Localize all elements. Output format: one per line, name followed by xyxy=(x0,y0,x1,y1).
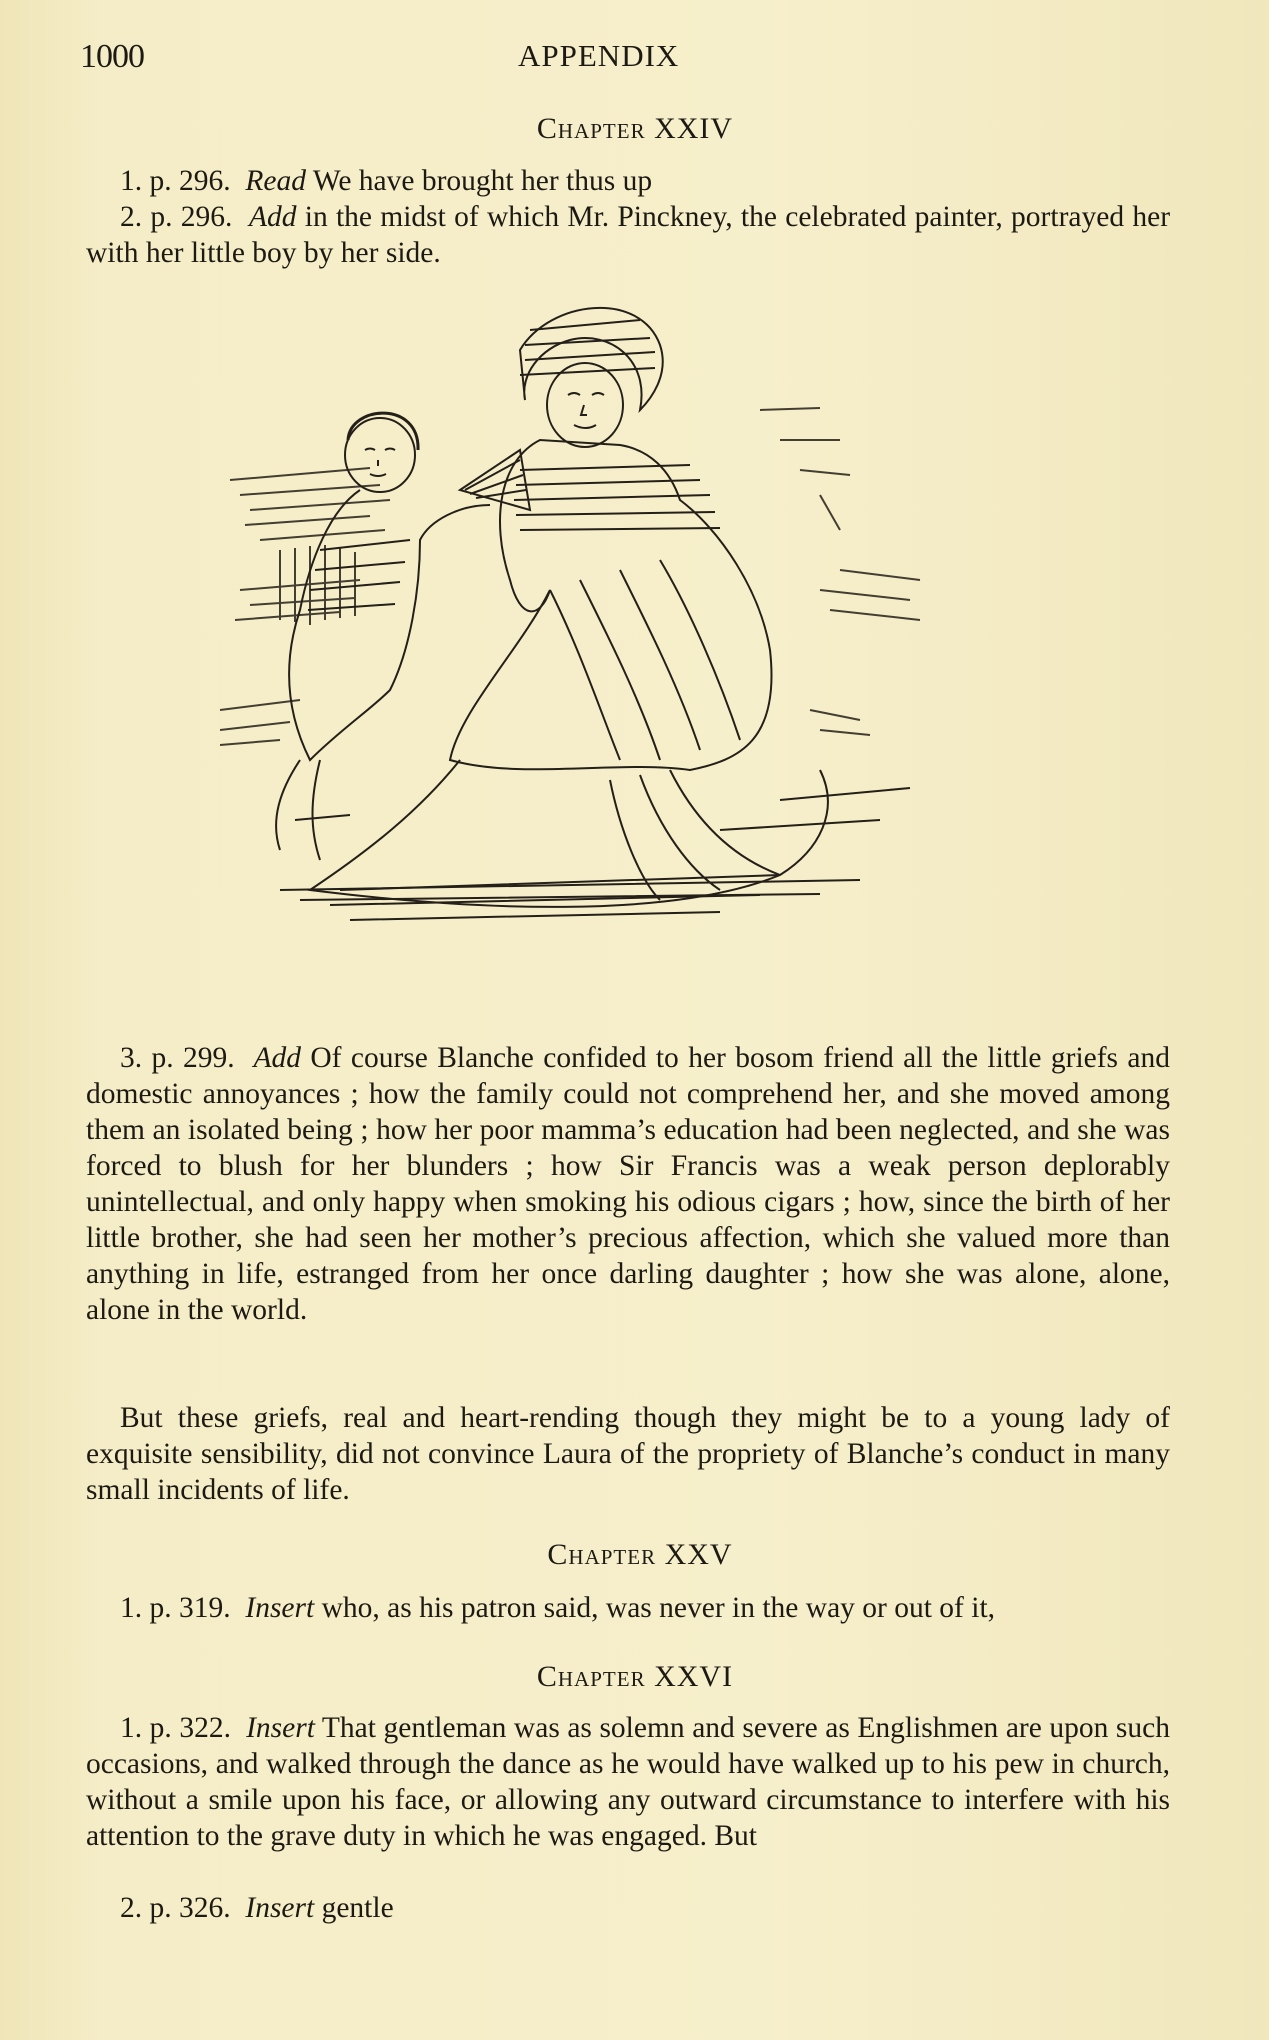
boy-head xyxy=(345,418,415,492)
note-ch24-2 xyxy=(86,199,1170,271)
note-text: in the midst of which Mr. Pinckney, the celebrated painter, portrayed her with her little boy by her side. xyxy=(86,201,1171,269)
note-ref: 2. p. 326. xyxy=(120,1892,231,1924)
background-hatching xyxy=(220,408,920,745)
note-text: gentle xyxy=(314,1892,394,1924)
chapter-26-heading: Chapter XXVI xyxy=(536,1660,734,1693)
continuation-paragraph: But these griefs, real and heart-rending though they might be to a young lady of exquisite sensibility, did not convince Laura of the propriety of Blanche’s conduct in many small incidents of life. xyxy=(86,1402,1170,1506)
engraving-illustration xyxy=(220,290,1030,1015)
note-cue: Add xyxy=(253,1042,301,1074)
note-text: Of course Blanche confided to her bosom friend all the little griefs and domestic annoyances ; how the family could not comprehend her, and she moved among them an isolated being ; how her poor mamma’s education had been neglected, and she was forced to blush for her blunders ; how Sir Francis was a weak person deplorably unintellectual, and only happy when smoking his odious cigars ; how, since the birth of her little brother, she had seen her mother’s precious affection, which she valued more than anything in life, estranged from her once darling daughter ; how she was alone, alone, alone in the world. xyxy=(86,1042,1171,1326)
note-ch24-1 xyxy=(86,163,1170,199)
page-number: 1000 xyxy=(80,38,144,75)
boy-body xyxy=(289,490,490,760)
note-cue: Insert xyxy=(245,1892,315,1924)
note-ch25-1 xyxy=(86,1590,1170,1626)
note-cue: Add xyxy=(248,201,297,233)
chapter-24-heading: Chapter XXIV xyxy=(536,112,734,145)
note-cue: Insert xyxy=(245,1592,315,1624)
note-ref: 1. p. 322. xyxy=(120,1712,231,1744)
woman-dress xyxy=(450,440,772,770)
note-text: who, as his patron said, was never in the way or out of it, xyxy=(314,1592,996,1624)
page-header xyxy=(80,38,1170,88)
note-text: We have brought her thus up xyxy=(306,165,653,197)
chapter-25-heading: Chapter XXV xyxy=(547,1538,733,1571)
note-ch26-2 xyxy=(86,1890,1170,1926)
note-cue: Read xyxy=(245,165,306,197)
note-ref: 3. p. 299. xyxy=(120,1042,235,1074)
note-cue: Insert xyxy=(246,1712,315,1744)
note-text: That gentleman was as solemn and severe as Englishmen are upon such occasions, and walked through the dance as he would have walked up to his pew in church, without a smile upon his face, or allowing any outward circumstance to interfere with his attention to the grave duty in which he was engaged. But xyxy=(86,1712,1170,1852)
note-ref: 1. p. 319. xyxy=(120,1592,231,1624)
note-ref: 1. p. 296. xyxy=(120,165,231,197)
woman-face xyxy=(547,363,623,447)
note-ref: 2. p. 296. xyxy=(120,201,233,233)
note-ch26-1 xyxy=(86,1710,1170,1854)
note-ch24-3 xyxy=(86,1040,1170,1328)
running-head: APPENDIX xyxy=(518,38,680,73)
